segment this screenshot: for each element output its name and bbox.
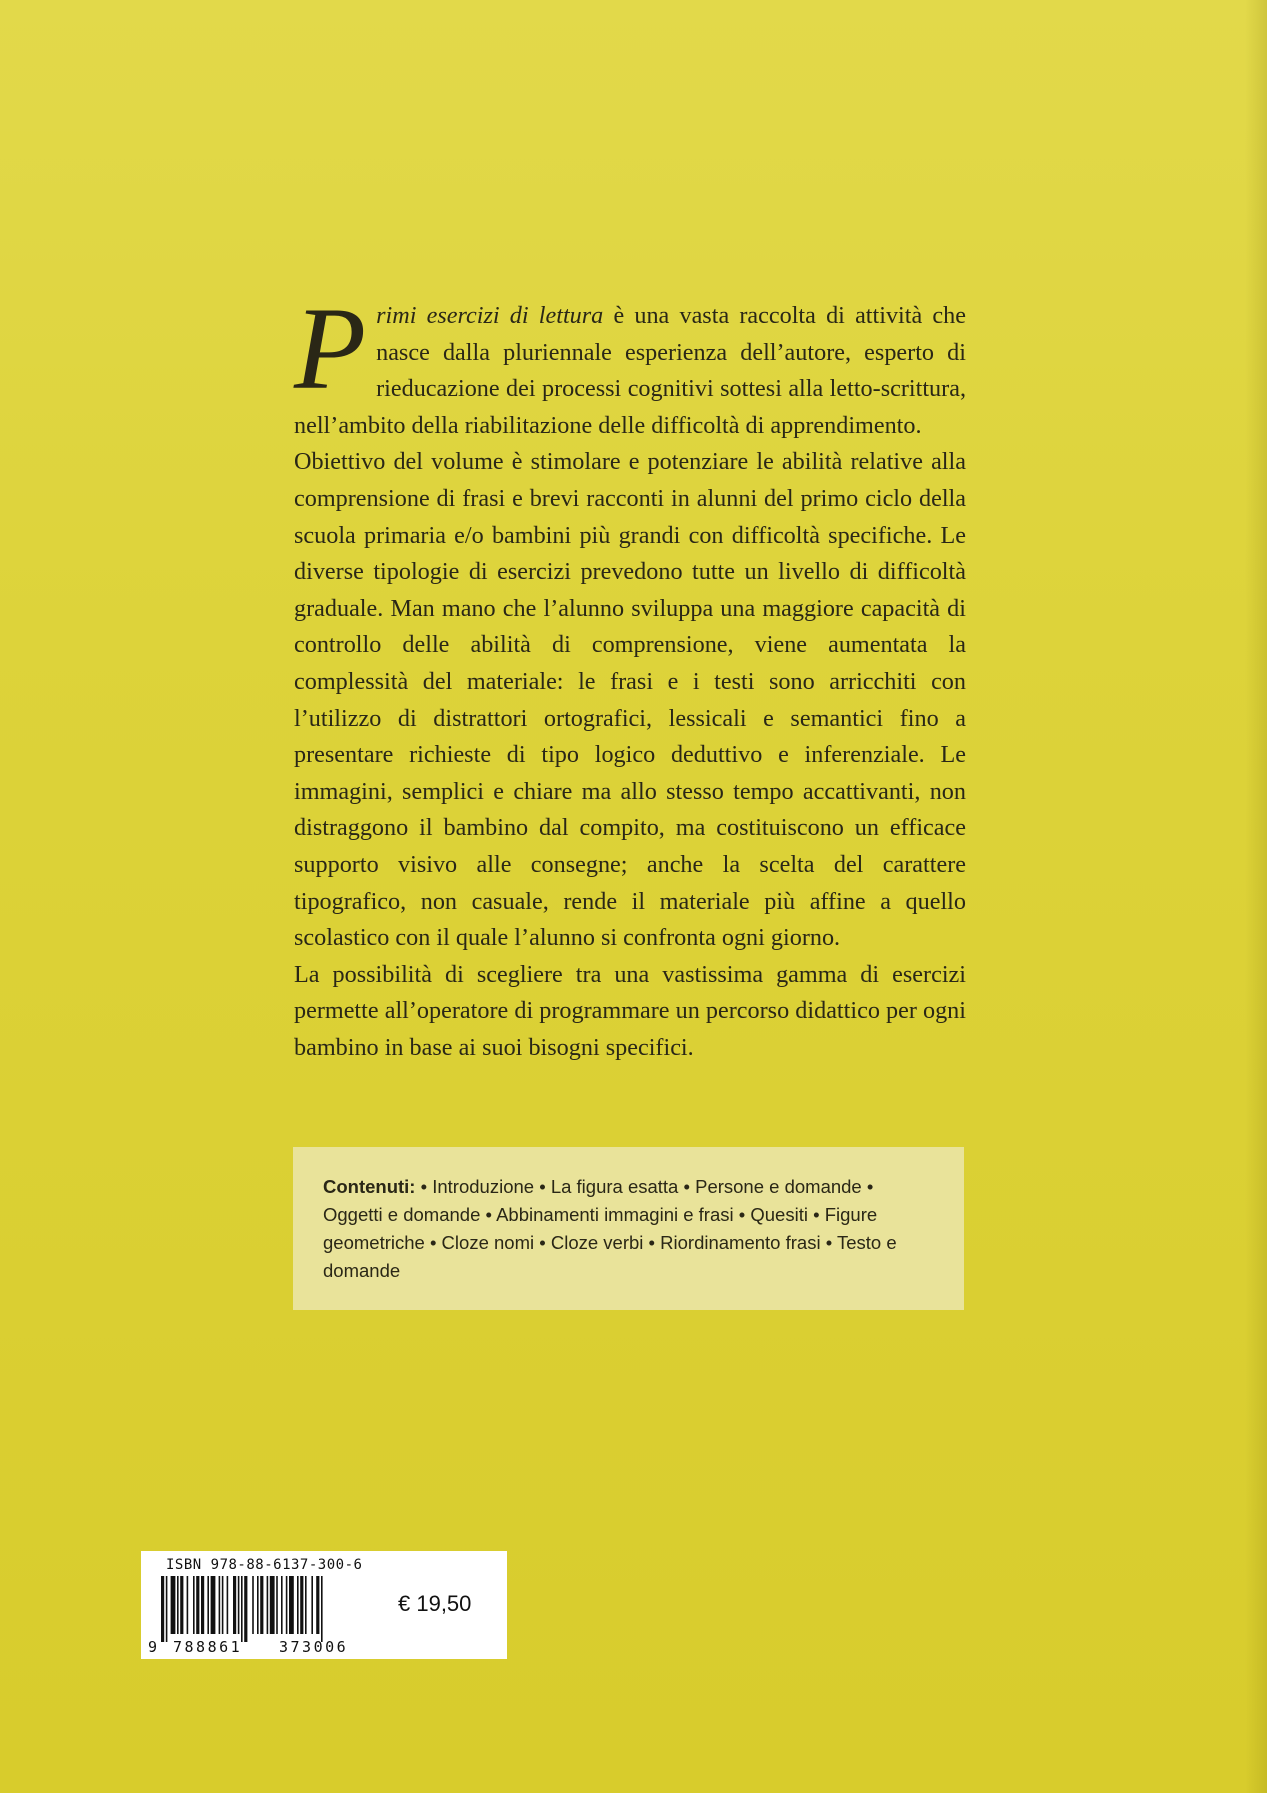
barcode-bar: [222, 1576, 224, 1634]
barcode-image: [147, 1576, 397, 1654]
blurb-paragraph-1: [294, 283, 966, 444]
barcode-digits-right: 373006: [279, 1638, 349, 1654]
price: € 19,50: [398, 1591, 472, 1616]
blurb-paragraph-1-rest: è una vasta raccolta di attività che nasce dalla pluriennale esperienza dell’autore, esperto di rieducazione dei processi cognitivi sottesi alla letto-scrittura, nell’ambito della riabilitazione delle difficoltà di apprendimento.: [294, 302, 966, 439]
barcode-bar: [316, 1576, 319, 1634]
barcode-bar: [196, 1576, 199, 1634]
barcode-bar: [201, 1576, 204, 1634]
barcode-bar: [286, 1576, 288, 1634]
contents-box: [293, 1147, 964, 1310]
isbn-number: ISBN 978-88-6137-300-6: [166, 1557, 363, 1573]
barcode-bar: [267, 1576, 269, 1634]
barcode-bar: [300, 1576, 303, 1634]
blurb-paragraph-2: Obiettivo del volume è stimolare e potenziare le abilità relative alla comprensione di frasi e brevi racconti in alunni del primo ciclo della scuola primaria e/o bambini più grandi con difficoltà specifiche. Le diverse tipologie di esercizi prevedono tutte un livello di difficoltà graduale. Man mano che l’alunno sviluppa una maggiore capacità di controllo delle abilità di comprensione, viene aumentata la complessità del materiale: le frasi e i testi sono arricchiti con l’utilizzo di distrattori ortografici, lessicali e semantici fino a presentare richieste di tipo logico deduttivo e inferenziale. Le immagini, semplici e chiare ma allo stesso tempo accattivanti, non distraggono il bambino dal compito, ma costituiscono un efficace supporto visivo alle consegne; anche la scelta del carattere tipografico, non casuale, rende il materiale più affine a quello scolastico con il quale l’alunno si confronta ogni giorno.: [294, 448, 966, 952]
barcode-bar: [193, 1576, 195, 1634]
barcode-bar: [187, 1576, 189, 1634]
barcode-bar: [238, 1576, 240, 1634]
drop-cap: P: [294, 283, 367, 414]
barcode-bar: [241, 1576, 243, 1642]
barcode-bar: [219, 1576, 221, 1634]
barcode-bar: [289, 1576, 294, 1634]
barcode-digit-lead: 9: [148, 1638, 158, 1654]
barcode-digits-left: 788861: [173, 1638, 243, 1654]
barcode-bar: [321, 1576, 323, 1642]
blurb-paragraph-3: La possibilità di scegliere tra una vastissima gamma di esercizi permette all’operatore di programmare un percorso didattico per ogni bambino in base ai suoi bisogni specifici.: [294, 960, 966, 1061]
book-title-italic: rimi esercizi di lettura: [376, 302, 604, 329]
barcode-bar: [233, 1576, 236, 1634]
barcode-bar: [171, 1576, 176, 1634]
barcode-bar: [276, 1576, 278, 1634]
barcode-bar: [305, 1576, 307, 1634]
contents-label: Contenuti:: [323, 1176, 416, 1197]
cover-edge-shadow: [1245, 0, 1267, 1793]
barcode-bar: [270, 1576, 275, 1634]
barcode-bar: [180, 1576, 183, 1634]
barcode-bar: [281, 1576, 283, 1634]
barcode-bar: [177, 1576, 179, 1634]
barcode-bar: [311, 1576, 313, 1634]
contents-list: • Introduzione • La figura esatta • Persone e domande • Oggetti e domande • Abbinamenti immagini e frasi • Quesiti • Figure geometriche • Cloze nomi • Cloze verbi • Riordinamento frasi • Testo e domande: [323, 1176, 897, 1281]
barcode-bar: [211, 1576, 216, 1634]
barcode-bar: [252, 1576, 254, 1634]
barcode-bar: [227, 1576, 229, 1634]
barcode-bar: [166, 1576, 168, 1642]
barcode-bar: [297, 1576, 299, 1634]
barcode-bar: [244, 1576, 247, 1642]
barcode-bar: [161, 1576, 164, 1642]
barcode-bar: [207, 1576, 209, 1634]
barcode-bar: [260, 1576, 263, 1634]
blurb-text: [294, 283, 966, 1066]
barcode-label: [141, 1551, 507, 1659]
barcode-bar: [257, 1576, 259, 1634]
